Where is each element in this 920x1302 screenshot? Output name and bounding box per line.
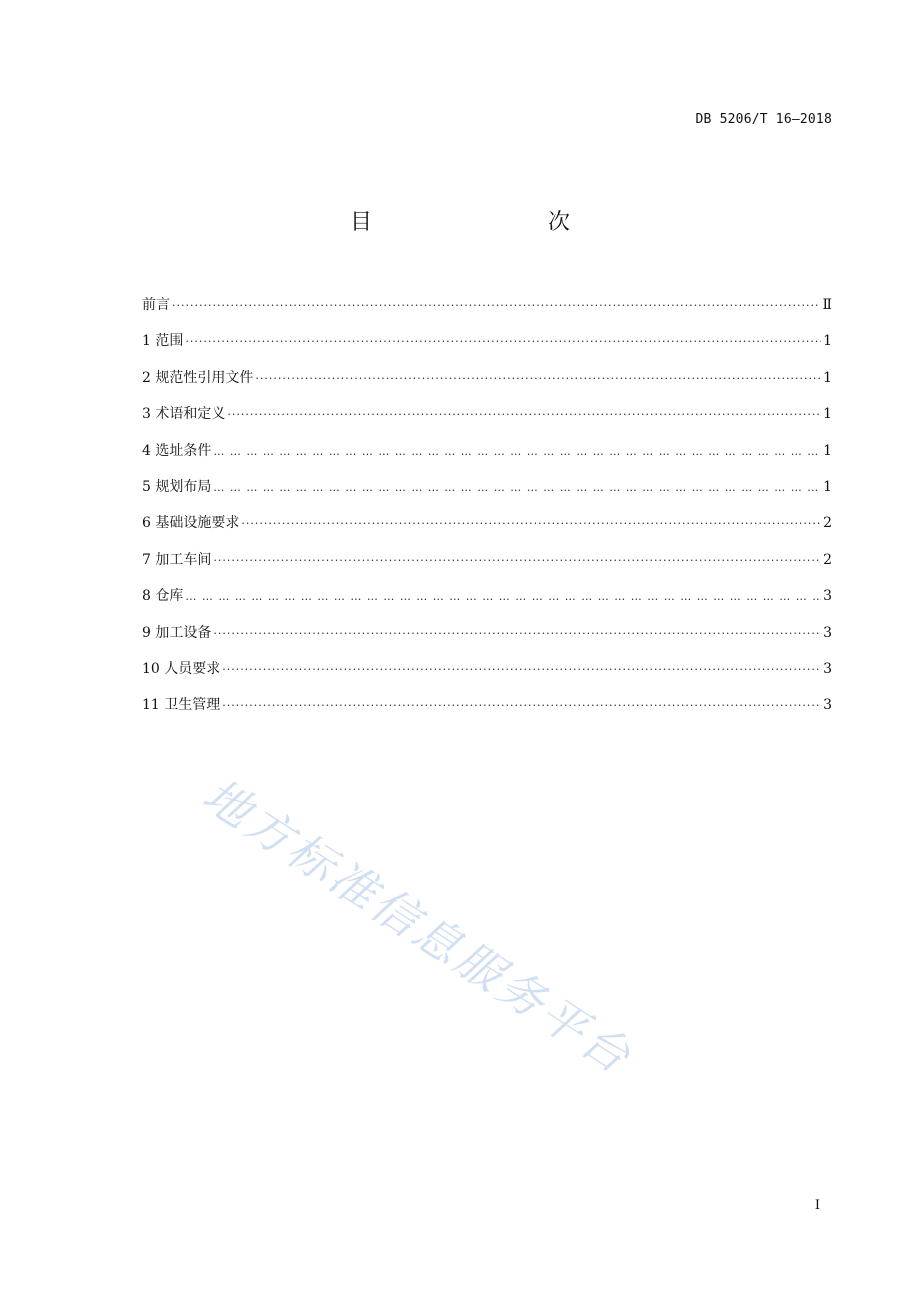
toc-entry-8[interactable] xyxy=(142,585,832,621)
watermark: 地方标准信息服务平台 xyxy=(193,767,643,1086)
toc-entry-label: 10 人员要求 xyxy=(142,660,221,677)
toc-entry-page: 3 xyxy=(823,660,832,677)
toc-entry-6[interactable] xyxy=(142,512,832,548)
toc-entry-page: 1 xyxy=(823,333,832,350)
toc-entry-label: 5 规划布局 xyxy=(142,478,212,495)
toc-entry-foreword[interactable] xyxy=(142,294,832,330)
toc-leader xyxy=(255,372,821,385)
toc-entry-4[interactable] xyxy=(142,440,832,476)
toc-entry-page: 1 xyxy=(823,406,832,423)
toc-leader xyxy=(185,335,821,348)
toc-entry-label: 11 卫生管理 xyxy=(142,697,221,714)
toc-entry-page: 1 xyxy=(823,369,832,386)
toc-entry-page: Ⅱ xyxy=(822,297,832,313)
toc-leader xyxy=(222,699,821,712)
toc-leader xyxy=(213,554,821,567)
toc-entry-5[interactable] xyxy=(142,476,832,512)
toc-leader xyxy=(222,663,821,676)
toc-leader xyxy=(227,408,821,421)
page-title: 目 次 xyxy=(349,210,614,235)
toc-entry-label: 6 基础设施要求 xyxy=(142,515,240,532)
toc-leader xyxy=(185,590,821,603)
toc-entry-label: 前言 xyxy=(142,297,170,313)
toc-entry-label: 3 术语和定义 xyxy=(142,406,226,423)
toc-entry-page: 2 xyxy=(823,515,832,532)
toc-leader xyxy=(213,481,821,494)
toc-entry-label: 7 加工车间 xyxy=(142,551,212,568)
toc-entry-10[interactable] xyxy=(142,658,832,694)
toc-entry-page: 3 xyxy=(823,624,832,641)
table-of-contents xyxy=(142,294,832,731)
toc-entry-11[interactable] xyxy=(142,694,832,730)
toc-entry-page: 1 xyxy=(823,478,832,495)
toc-entry-page: 3 xyxy=(823,697,832,714)
toc-leader xyxy=(213,627,821,640)
toc-entry-label: 4 选址条件 xyxy=(142,442,212,459)
toc-leader xyxy=(241,517,821,530)
toc-entry-label: 9 加工设备 xyxy=(142,624,212,641)
page-number: I xyxy=(814,1198,820,1213)
toc-entry-page: 2 xyxy=(823,551,832,568)
toc-leader xyxy=(213,445,821,458)
toc-entry-page: 1 xyxy=(823,442,832,459)
toc-entry-label: 1 范围 xyxy=(142,333,184,350)
toc-entry-2[interactable] xyxy=(142,367,832,403)
toc-entry-3[interactable] xyxy=(142,403,832,439)
toc-leader xyxy=(172,299,820,312)
toc-entry-1[interactable] xyxy=(142,330,832,366)
toc-entry-label: 8 仓库 xyxy=(142,588,184,605)
toc-entry-label: 2 规范性引用文件 xyxy=(142,369,254,386)
toc-entry-page: 3 xyxy=(823,588,832,605)
toc-entry-7[interactable] xyxy=(142,549,832,585)
toc-entry-9[interactable] xyxy=(142,622,832,658)
document-code: DB 5206/T 16—2018 xyxy=(695,112,832,127)
